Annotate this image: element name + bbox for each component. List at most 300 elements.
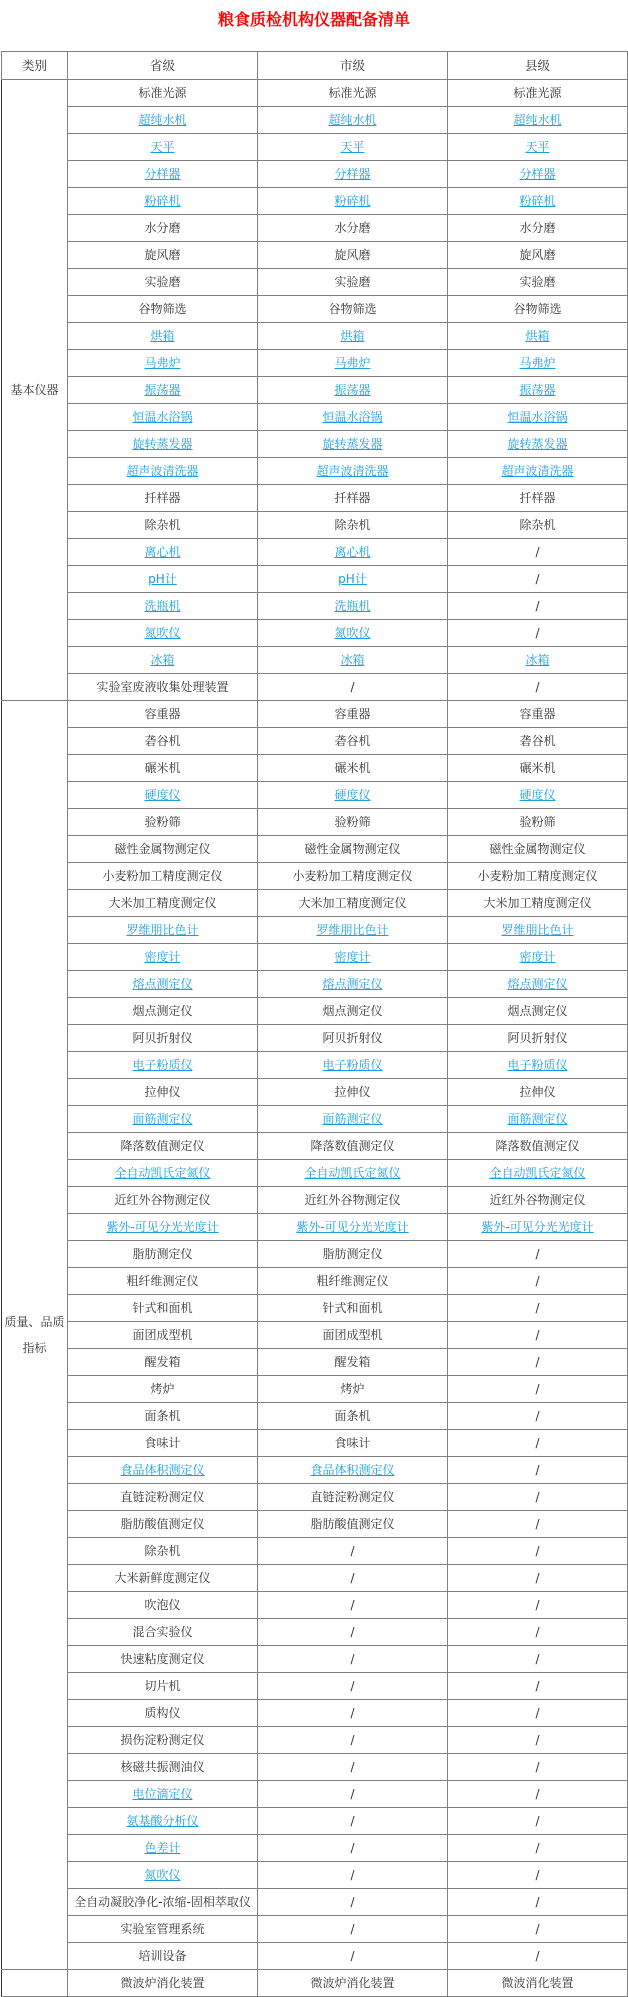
instrument-name: 拉伸仪 xyxy=(519,1085,556,1099)
cell-municipal xyxy=(258,215,448,242)
cell-county xyxy=(448,890,628,917)
table-row xyxy=(2,674,628,701)
instrument-name: 粗纤维测定仪 xyxy=(126,1274,199,1288)
cell-provincial xyxy=(68,1808,258,1835)
instrument-link[interactable]: 电位滴定仪 xyxy=(132,1787,193,1801)
instrument-name: 拉伸仪 xyxy=(334,1085,371,1099)
cell-provincial xyxy=(68,1349,258,1376)
instrument-link[interactable]: 面筋测定仪 xyxy=(322,1112,383,1126)
instrument-name: 旋风磨 xyxy=(334,248,371,262)
cell-county xyxy=(448,1619,628,1646)
table-row xyxy=(2,1781,628,1808)
instrument-link[interactable]: 密度计 xyxy=(519,950,556,964)
not-applicable-mark: / xyxy=(535,1463,540,1477)
instrument-link[interactable]: 马弗炉 xyxy=(334,356,371,370)
not-applicable-mark: / xyxy=(535,1274,540,1288)
instrument-name: 阿贝折射仪 xyxy=(322,1031,383,1045)
cell-municipal xyxy=(258,1592,448,1619)
instrument-name: 近红外谷物测定仪 xyxy=(489,1193,586,1207)
cell-provincial xyxy=(68,701,258,728)
instrument-name: 水分磨 xyxy=(519,221,556,235)
cell-municipal xyxy=(258,1106,448,1133)
instrument-name: 旋风磨 xyxy=(144,248,181,262)
instrument-link[interactable]: 旋转蒸发器 xyxy=(507,437,568,451)
table-row xyxy=(2,917,628,944)
instrument-link[interactable]: 超声波清洗器 xyxy=(501,464,574,478)
instrument-link[interactable]: 恒温水浴锅 xyxy=(322,410,383,424)
cell-provincial xyxy=(68,674,258,701)
cell-municipal xyxy=(258,80,448,107)
cell-provincial xyxy=(68,728,258,755)
table-row xyxy=(2,1430,628,1457)
cell-county xyxy=(448,323,628,350)
not-applicable-mark: / xyxy=(535,572,540,586)
instrument-link[interactable]: 马弗炉 xyxy=(144,356,181,370)
not-applicable-mark: / xyxy=(350,1733,355,1747)
cell-county xyxy=(448,1592,628,1619)
instrument-link[interactable]: 分样器 xyxy=(334,167,371,181)
instrument-link[interactable]: 氮吹仪 xyxy=(144,1868,181,1882)
cell-provincial xyxy=(68,1295,258,1322)
table-row xyxy=(2,377,628,404)
cell-municipal xyxy=(258,1430,448,1457)
not-applicable-mark: / xyxy=(535,1652,540,1666)
instrument-link[interactable]: 罗维朋比色计 xyxy=(501,923,574,937)
instrument-name: 除杂机 xyxy=(334,518,371,532)
not-applicable-mark: / xyxy=(535,1895,540,1909)
instrument-name: 针式和面机 xyxy=(322,1301,383,1315)
table-row xyxy=(2,1916,628,1943)
table-row xyxy=(2,1889,628,1916)
instrument-link[interactable]: 旋转蒸发器 xyxy=(322,437,383,451)
cell-county xyxy=(448,998,628,1025)
instrument-link[interactable]: 粉碎机 xyxy=(334,194,371,208)
instrument-name: 磁性金属物测定仪 xyxy=(304,842,401,856)
instrument-link[interactable]: 烘箱 xyxy=(340,329,365,343)
cell-county xyxy=(448,350,628,377)
cell-municipal xyxy=(258,1916,448,1943)
table-row xyxy=(2,431,628,458)
instrument-link[interactable]: 硬度仪 xyxy=(144,788,181,802)
cell-municipal xyxy=(258,188,448,215)
cell-municipal xyxy=(258,1565,448,1592)
table-row xyxy=(2,1160,628,1187)
not-applicable-mark: / xyxy=(535,626,540,640)
cell-provincial xyxy=(68,1133,258,1160)
cell-county xyxy=(448,1646,628,1673)
instrument-name: 容重器 xyxy=(334,707,371,721)
instrument-name: 拉伸仪 xyxy=(144,1085,181,1099)
instrument-link[interactable]: 紫外-可见分光光度计 xyxy=(296,1220,409,1234)
table-row xyxy=(2,1025,628,1052)
cell-municipal xyxy=(258,1268,448,1295)
cell-county xyxy=(448,188,628,215)
cell-municipal xyxy=(258,647,448,674)
instrument-link[interactable]: 洗瓶机 xyxy=(334,599,371,613)
instrument-link[interactable]: 冰箱 xyxy=(525,653,550,667)
instrument-name: 微波炉消化装置 xyxy=(120,1976,205,1990)
cell-provincial xyxy=(68,269,258,296)
instrument-name: 大米加工精度测定仪 xyxy=(298,896,407,910)
instrument-link[interactable]: 面筋测定仪 xyxy=(507,1112,568,1126)
instrument-name: 针式和面机 xyxy=(132,1301,193,1315)
cell-county xyxy=(448,1241,628,1268)
cell-county xyxy=(448,1808,628,1835)
instrument-name: 烤炉 xyxy=(150,1382,175,1396)
cell-county xyxy=(448,782,628,809)
instrument-link[interactable]: 紫外-可见分光光度计 xyxy=(106,1220,219,1234)
instrument-name: 扦样器 xyxy=(144,491,181,505)
instrument-name: 全自动凝胶净化-浓缩-固相萃取仪 xyxy=(74,1895,251,1909)
equipment-table xyxy=(1,51,628,1997)
cell-county xyxy=(448,1295,628,1322)
instrument-name: 扦样器 xyxy=(334,491,371,505)
instrument-link[interactable]: 罗维朋比色计 xyxy=(126,923,199,937)
cell-provincial xyxy=(68,1700,258,1727)
cell-municipal xyxy=(258,836,448,863)
instrument-link[interactable]: 粉碎机 xyxy=(144,194,181,208)
not-applicable-mark: / xyxy=(350,1706,355,1720)
cell-provincial xyxy=(68,1943,258,1970)
instrument-name: 实验室管理系统 xyxy=(120,1922,205,1936)
equipment-table-container xyxy=(1,51,627,1997)
cell-provincial xyxy=(68,1619,258,1646)
instrument-name: 砻谷机 xyxy=(334,734,371,748)
instrument-link[interactable]: 电子粉质仪 xyxy=(322,1058,383,1072)
instrument-link[interactable]: 超纯水机 xyxy=(513,113,562,127)
table-row xyxy=(2,539,628,566)
instrument-name: 微波消化装置 xyxy=(501,1976,574,1990)
instrument-link[interactable]: 熔点测定仪 xyxy=(132,977,193,991)
cell-county xyxy=(448,863,628,890)
instrument-link[interactable]: 氨基酸分析仪 xyxy=(126,1814,199,1828)
table-row xyxy=(2,1484,628,1511)
instrument-name: 脂肪酸值测定仪 xyxy=(120,1517,205,1531)
cell-county xyxy=(448,674,628,701)
instrument-name: 实验室废液收集处理装置 xyxy=(96,680,229,694)
instrument-link[interactable]: 恒温水浴锅 xyxy=(507,410,568,424)
cell-county xyxy=(448,404,628,431)
instrument-link[interactable]: 分样器 xyxy=(144,167,181,181)
cell-county xyxy=(448,1133,628,1160)
cell-municipal xyxy=(258,1511,448,1538)
table-row xyxy=(2,323,628,350)
table-row xyxy=(2,593,628,620)
cell-county xyxy=(448,1916,628,1943)
not-applicable-mark: / xyxy=(350,1679,355,1693)
cell-county xyxy=(448,1349,628,1376)
table-row xyxy=(2,161,628,188)
category-cell xyxy=(2,1970,68,1997)
table-row xyxy=(2,1727,628,1754)
cell-provincial xyxy=(68,1322,258,1349)
instrument-link[interactable]: 粉碎机 xyxy=(519,194,556,208)
instrument-name: 近红外谷物测定仪 xyxy=(114,1193,211,1207)
instrument-link[interactable]: 硬度仪 xyxy=(519,788,556,802)
instrument-link[interactable]: pH计 xyxy=(338,572,367,586)
table-row xyxy=(2,134,628,161)
not-applicable-mark: / xyxy=(535,1706,540,1720)
header-provincial: 省级 xyxy=(68,52,258,80)
cell-county xyxy=(448,161,628,188)
table-row xyxy=(2,1565,628,1592)
cell-provincial xyxy=(68,458,258,485)
cell-county xyxy=(448,1862,628,1889)
category-cell: 质量、品质指标 xyxy=(2,701,68,1970)
instrument-name: 实验磨 xyxy=(334,275,371,289)
table-row xyxy=(2,566,628,593)
cell-municipal xyxy=(258,701,448,728)
not-applicable-mark: / xyxy=(535,1328,540,1342)
cell-municipal xyxy=(258,998,448,1025)
instrument-link[interactable]: 洗瓶机 xyxy=(144,599,181,613)
instrument-link[interactable]: 天平 xyxy=(525,140,550,154)
instrument-link[interactable]: 冰箱 xyxy=(340,653,365,667)
cell-provincial xyxy=(68,1079,258,1106)
cell-municipal xyxy=(258,350,448,377)
instrument-name: 谷物筛选 xyxy=(328,302,377,316)
not-applicable-mark: / xyxy=(350,1544,355,1558)
not-applicable-mark: / xyxy=(350,1949,355,1963)
instrument-name: 降落数值测定仪 xyxy=(120,1139,205,1153)
cell-county xyxy=(448,971,628,998)
not-applicable-mark: / xyxy=(535,680,540,694)
instrument-name: 烟点测定仪 xyxy=(507,1004,568,1018)
not-applicable-mark: / xyxy=(535,1247,540,1261)
cell-municipal xyxy=(258,917,448,944)
cell-county xyxy=(448,566,628,593)
cell-county xyxy=(448,1025,628,1052)
cell-municipal xyxy=(258,1835,448,1862)
instrument-link[interactable]: 离心机 xyxy=(144,545,181,559)
table-row xyxy=(2,836,628,863)
cell-provincial xyxy=(68,1457,258,1484)
not-applicable-mark: / xyxy=(535,1382,540,1396)
instrument-link[interactable]: 氮吹仪 xyxy=(144,626,181,640)
instrument-link[interactable]: 马弗炉 xyxy=(519,356,556,370)
instrument-link[interactable]: 食品体积测定仪 xyxy=(120,1463,205,1477)
instrument-link[interactable]: 振荡器 xyxy=(519,383,556,397)
table-row xyxy=(2,1376,628,1403)
cell-provincial xyxy=(68,566,258,593)
instrument-link[interactable]: 色差计 xyxy=(144,1841,181,1855)
not-applicable-mark: / xyxy=(535,1814,540,1828)
table-row xyxy=(2,1754,628,1781)
cell-municipal xyxy=(258,593,448,620)
cell-county xyxy=(448,1430,628,1457)
instrument-link[interactable]: 超纯水机 xyxy=(328,113,377,127)
cell-provincial xyxy=(68,836,258,863)
cell-provincial xyxy=(68,1754,258,1781)
not-applicable-mark: / xyxy=(535,1355,540,1369)
instrument-link[interactable]: 恒温水浴锅 xyxy=(132,410,193,424)
instrument-name: 小麦粉加工精度测定仪 xyxy=(292,869,413,883)
cell-municipal xyxy=(258,1700,448,1727)
cell-provincial xyxy=(68,1538,258,1565)
cell-provincial xyxy=(68,134,258,161)
cell-municipal xyxy=(258,863,448,890)
instrument-name: 大米加工精度测定仪 xyxy=(483,896,592,910)
table-row xyxy=(2,647,628,674)
cell-provincial xyxy=(68,80,258,107)
not-applicable-mark: / xyxy=(350,1868,355,1882)
instrument-link[interactable]: 面筋测定仪 xyxy=(132,1112,193,1126)
instrument-link[interactable]: 罗维朋比色计 xyxy=(316,923,389,937)
instrument-name: 碾米机 xyxy=(334,761,371,775)
instrument-link[interactable]: 氮吹仪 xyxy=(334,626,371,640)
not-applicable-mark: / xyxy=(535,1544,540,1558)
instrument-link[interactable]: 全自动凯氏定氮仪 xyxy=(304,1166,401,1180)
not-applicable-mark: / xyxy=(535,1598,540,1612)
cell-provincial xyxy=(68,593,258,620)
instrument-link[interactable]: 离心机 xyxy=(334,545,371,559)
cell-county xyxy=(448,377,628,404)
cell-county xyxy=(448,1835,628,1862)
cell-municipal xyxy=(258,134,448,161)
cell-municipal xyxy=(258,944,448,971)
instrument-name: 微波炉消化装置 xyxy=(310,1976,395,1990)
instrument-link[interactable]: 超声波清洗器 xyxy=(316,464,389,478)
instrument-link[interactable]: 旋转蒸发器 xyxy=(132,437,193,451)
cell-municipal xyxy=(258,1484,448,1511)
not-applicable-mark: / xyxy=(350,1571,355,1585)
not-applicable-mark: / xyxy=(535,1436,540,1450)
instrument-name: 损伤淀粉测定仪 xyxy=(120,1733,205,1747)
table-header-row xyxy=(2,52,628,80)
instrument-name: 面条机 xyxy=(144,1409,181,1423)
cell-county xyxy=(448,1781,628,1808)
cell-county xyxy=(448,269,628,296)
cell-municipal xyxy=(258,755,448,782)
cell-county xyxy=(448,134,628,161)
cell-municipal xyxy=(258,1025,448,1052)
instrument-link[interactable]: 紫外-可见分光光度计 xyxy=(481,1220,594,1234)
instrument-link[interactable]: 电子粉质仪 xyxy=(132,1058,193,1072)
cell-county xyxy=(448,1673,628,1700)
instrument-link[interactable]: 振荡器 xyxy=(144,383,181,397)
cell-municipal xyxy=(258,1457,448,1484)
instrument-link[interactable]: 冰箱 xyxy=(150,653,175,667)
table-row xyxy=(2,1511,628,1538)
cell-provincial xyxy=(68,161,258,188)
instrument-link[interactable]: 超纯水机 xyxy=(138,113,187,127)
cell-county xyxy=(448,80,628,107)
cell-municipal xyxy=(258,1727,448,1754)
cell-municipal xyxy=(258,1538,448,1565)
instrument-name: 标准光源 xyxy=(138,86,187,100)
not-applicable-mark: / xyxy=(535,1625,540,1639)
not-applicable-mark: / xyxy=(535,1571,540,1585)
cell-county xyxy=(448,701,628,728)
instrument-link[interactable]: 全自动凯氏定氮仪 xyxy=(114,1166,211,1180)
cell-municipal xyxy=(258,161,448,188)
cell-municipal xyxy=(258,1403,448,1430)
cell-provincial xyxy=(68,917,258,944)
cell-municipal xyxy=(258,404,448,431)
not-applicable-mark: / xyxy=(350,1841,355,1855)
instrument-link[interactable]: 食品体积测定仪 xyxy=(310,1463,395,1477)
instrument-link[interactable]: 烘箱 xyxy=(525,329,550,343)
table-row xyxy=(2,1835,628,1862)
cell-provincial xyxy=(68,404,258,431)
table-row xyxy=(2,215,628,242)
not-applicable-mark: / xyxy=(535,1787,540,1801)
not-applicable-mark: / xyxy=(535,1760,540,1774)
not-applicable-mark: / xyxy=(350,1814,355,1828)
cell-municipal xyxy=(258,971,448,998)
instrument-name: 扦样器 xyxy=(519,491,556,505)
cell-municipal xyxy=(258,1133,448,1160)
cell-provincial xyxy=(68,1916,258,1943)
cell-county xyxy=(448,917,628,944)
instrument-name: 烟点测定仪 xyxy=(132,1004,193,1018)
table-row xyxy=(2,863,628,890)
instrument-link[interactable]: 硬度仪 xyxy=(334,788,371,802)
cell-municipal xyxy=(258,1970,448,1997)
cell-municipal xyxy=(258,1673,448,1700)
table-row xyxy=(2,944,628,971)
table-row xyxy=(2,1214,628,1241)
instrument-link[interactable]: 电子粉质仪 xyxy=(507,1058,568,1072)
cell-provincial xyxy=(68,1160,258,1187)
table-row xyxy=(2,1322,628,1349)
instrument-link[interactable]: 分样器 xyxy=(519,167,556,181)
instrument-link[interactable]: pH计 xyxy=(148,572,177,586)
instrument-link[interactable]: 熔点测定仪 xyxy=(507,977,568,991)
instrument-link[interactable]: 熔点测定仪 xyxy=(322,977,383,991)
cell-municipal xyxy=(258,1241,448,1268)
cell-county xyxy=(448,1943,628,1970)
instrument-name: 标准光源 xyxy=(513,86,562,100)
instrument-link[interactable]: 振荡器 xyxy=(334,383,371,397)
cell-municipal xyxy=(258,512,448,539)
cell-county xyxy=(448,1565,628,1592)
table-row xyxy=(2,1808,628,1835)
cell-county xyxy=(448,1322,628,1349)
cell-provincial xyxy=(68,809,258,836)
table-row xyxy=(2,1700,628,1727)
not-applicable-mark: / xyxy=(350,1598,355,1612)
cell-municipal xyxy=(258,674,448,701)
instrument-link[interactable]: 天平 xyxy=(340,140,365,154)
instrument-link[interactable]: 全自动凯氏定氮仪 xyxy=(489,1166,586,1180)
instrument-name: 小麦粉加工精度测定仪 xyxy=(477,869,598,883)
cell-municipal xyxy=(258,1889,448,1916)
instrument-name: 碾米机 xyxy=(519,761,556,775)
cell-municipal xyxy=(258,1214,448,1241)
not-applicable-mark: / xyxy=(350,1652,355,1666)
table-row xyxy=(2,620,628,647)
cell-provincial xyxy=(68,1511,258,1538)
instrument-link[interactable]: 超声波清洗器 xyxy=(126,464,199,478)
instrument-link[interactable]: 天平 xyxy=(150,140,175,154)
cell-provincial xyxy=(68,1781,258,1808)
cell-provincial xyxy=(68,1376,258,1403)
cell-provincial xyxy=(68,1403,258,1430)
instrument-name: 面团成型机 xyxy=(132,1328,193,1342)
instrument-name: 谷物筛选 xyxy=(138,302,187,316)
instrument-link[interactable]: 烘箱 xyxy=(150,329,175,343)
table-row xyxy=(2,404,628,431)
header-category: 类别 xyxy=(2,52,68,80)
instrument-name: 烟点测定仪 xyxy=(322,1004,383,1018)
cell-provincial xyxy=(68,1970,258,1997)
table-row xyxy=(2,188,628,215)
instrument-link[interactable]: 密度计 xyxy=(144,950,181,964)
instrument-link[interactable]: 密度计 xyxy=(334,950,371,964)
cell-provincial xyxy=(68,539,258,566)
cell-provincial xyxy=(68,485,258,512)
